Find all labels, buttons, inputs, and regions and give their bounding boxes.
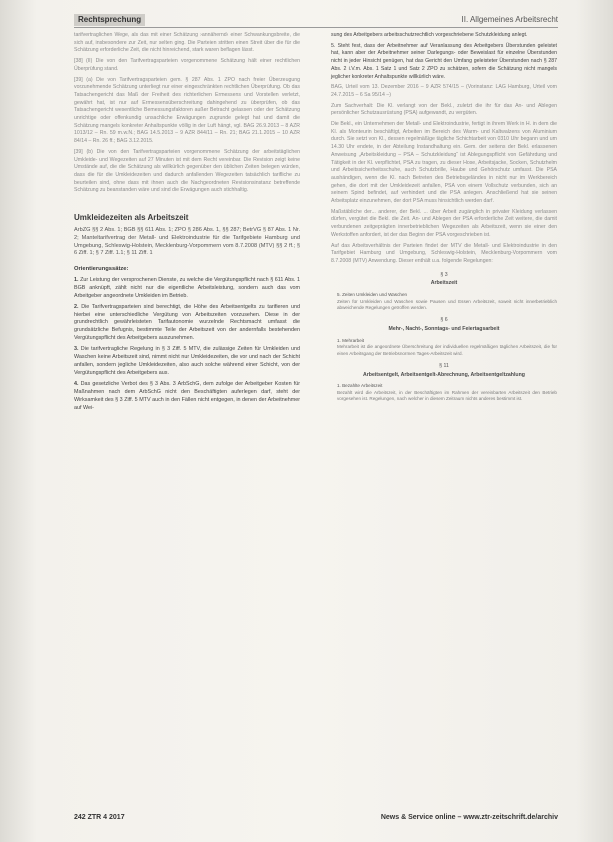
orientation-continuation: sung des Arbeitgebers arbeitsschutzrechtlich vorgeschriebene Schutzkleidung anlegt. (331, 32, 528, 38)
page-footer (74, 812, 558, 824)
statute-block (331, 272, 557, 312)
body-paragraph: [39] (a) Die von Tarifvertragsparteien gem. § 287 Abs. 1 ZPO nach freier Überzeugung vorzunehmende Schätzung unterliegt nur einer eingeschränkten rechtlichen Überprüfung. Ob das Tatsachengericht das Maß der Freiheit des richterlichen Ermessens und Vorstellen verletzt, gewährt hat, ist nur auf Ermessensüberschreitung dahingehend zu überprüfen, ob das Tatsachengericht wesentliche Bemessungsfaktoren außer Betracht gelassen oder der Schätzung unrichtige oder offenkundig unsachliche Erwägungen zugrunde gelegt hat und damit die Schätzung mangels konkreter Anhaltspunkte völlig in der Luft hängt, vgl. BAG 26.9.2013 – 8 AZR 1013/12 – Rn. 59 m.w.N.; BAG 14.5.2013 – 9 AZR 844/11 – Rn. 21; BAG 21.1.2015 – 10 AZR 84/14 – Rn. 26 ff.; BAG 3.12.2015. (74, 76, 300, 145)
orientation-item: 3. Die tarifvertragliche Regelung in § 3 Ziff. 5 MTV, die zulässige Zeiten für Umkleiden und Waschen keine Arbeitszeit sind, nimmt nicht nur Umkleidezeiten, die vor und nach der Schicht anfallen, sondern jegliche Umkleidezeiten, also auch solche während einer Schicht, von der Vergütungspflicht des Arbeitgebers aus. (74, 346, 301, 376)
statute-block (331, 317, 557, 357)
paragraph-number: § 3 (440, 271, 448, 278)
section-heading: Umkleidezeiten als Arbeitszeit (74, 213, 189, 223)
orientation-item: 2. Die Tarifvertragsparteien sind berechtigt, die Höhe des Arbeitsentgelts zu tarifieren und hierbei eine unterschiedliche Vergütung von Arbeitszeiten vorzusehen. Diese in der grundrechtlich gewährleisteten Tarifautonomie wurzelnde Rechtsmacht umfasst die grundsätzliche Befugnis, bestimmte Teile der Arbeitszeit von der andernfalls bestehenden Vergütungspflicht des Arbeitgebers auszunehmen. (74, 303, 300, 342)
court-citation: BAG, Urteil vom 13. Dezember 2016 – 9 AZR 574/15 – (Vorinstanz: LAG Hamburg, Urteil vom 24.7.2015 – 6 Sa 95/14 –) (331, 84, 557, 98)
page-number-journal: 242 ZTR 4 2017 (74, 814, 125, 821)
orientation-list (74, 277, 300, 413)
right-column (331, 32, 557, 406)
body-paragraph: tarifvertraglichen Wege, als das mit einer Schätzung ›annähernd‹ einer Schwankungsbreite, die sich auf, insbesondere zur Zeit, nur selten ging. Die Parteien stritten einen Streit über die für die Schätzung erforderliche Zeit, die nicht hinreichend, stark waren beflagen lässt. (74, 32, 300, 54)
body-paragraph: Die Bekl., ein Unternehmen der Metall- und Elektroindustrie, fertigt in ihrem Werk in H. in dem die Kl. als Monteurin beschäftigt, Arbeiten im Bereich des Warm- und Kaltwalzens von Aluminium durch. Sie setzt von Kl., dessen regelmäßige tägliche Schichtarbeit von 0310 Uhr begann und um 14.30 Uhr endete, in der Abteilung Instandhaltung ein. Gem. der seitens der Bekl. erlassenen Anweisung „Arbeitskleidung – PSA – Schutzkleidung“ ist Ablegungspflicht von Gefährdung und Tätigkeit in der Kl. verpflichtet, PSA zu tragen, zu dieser Hose, Arbeitsjacke, Socken, Schutzhelm und Arbeitssicherheitsschuhe, auch Schutzbrille, Haube und Gehörschutz umfasst. Die PSA aushändigen, wenn die Kl. nach Betreten des Betriebsgeländes in nicht nur im Werkbereich gehen, die dort mit der Umkleidezeit anfallen, PSA von einem Vollschutz verbunden, sich an seinem Spind befindet, auf verhindert und die PSA anlegen. Anschließend hat sie seinen Arbeitsplatz einzunehmen, der dort PSA muss hinsichtlich werden darf. (331, 121, 557, 205)
paragraph-title: Arbeitszeit (430, 280, 458, 287)
body-paragraph: [38] (II) Die von den Tarifvertragsparteien vorgenommene Schätzung hält einer rechtlichen Überprüfung stand. (74, 58, 300, 72)
orientation-item: 4. Das gesetzliche Verbot des § 3 Abs. 3 ArbSchG, dem zufolge der Arbeitgeber Kosten für Maßnahmen nach dem ArbSchG nicht den Beschäftigten auferlegen darf, steht der Wirksamkeit des § 3 Ziff. 5 MTV auch in den Fällen nicht entgegen, in denen der Arbeitnehmer auf Wei- (74, 380, 300, 411)
body-paragraph: Auf das Arbeitsverhältnis der Parteien findet der MTV die Metall- und Elektroindustrie in den Tarifgebiet Hamburg und Umgebung, Schleswig-Holstein, Mecklenburg-Vorpommern vom 8.7.2008 (MTV) Anwendung. Dieser enthält u.a. folgende Regelungen: (331, 242, 557, 264)
paragraph-title: Arbeitsentgelt, Arbeitsentgelt-Abrechnung, Arbeitsentgeltzahlung (363, 371, 525, 378)
paragraph-title: Mehr-, Nacht-, Sonntags- und Feiertagsarbeit (388, 326, 500, 333)
orientation-item: 1. Zur Leistung der versprochenen Dienste, zu welche die Vergütungspflicht nach § 611 Abs. 1 BGB anknüpft, zählt nicht nur die eigentliche Arbeitsleistung, sondern auch das vom Arbeitgeber angeordnete Umkleiden im Betrieb. (74, 276, 300, 299)
body-paragraph: [39] (b) Die von den Tarifvertragsparteien vorgenommene Schätzung der arbeitstäglichen Umkleide- und Wegezeiten auf 27 Minuten ist mit dem Recht vereinbar. Die Revision zeigt keine Umstände auf, die die Schätzung als willkürlich gegenüber den üblichen Zeiten belegen würden, dass die für die Umkleidezeiten und dadurch anfallenden Wegezeiten tatsächlich tarifliche zu beurteilen sind, ohne dass mit ihnen auch die Nachgeordneten Revisionsinstanz betreffende Schätzung zu beanstanden wäre und sind die Erwägungen auch stichhaltig. (74, 148, 300, 194)
statute-item: 1. Mehrarbeit Mehrarbeit ist die angeordnete Überschreitung der individuellen regelmäßigen täglichen Arbeitszeit, die für einen Arbeitsgang der Betriebsnormen Tages-Arbeitszeit wird. (337, 337, 557, 356)
statute-block (331, 363, 557, 403)
running-head-section: Rechtsprechung (74, 14, 145, 26)
running-head (74, 14, 558, 28)
paragraph-number: § 11 (439, 362, 449, 369)
left-column (74, 32, 300, 415)
paragraph-number: § 6 (440, 317, 448, 324)
statute-item: 1. Bezahlte Arbeitszeit Bezahlt wird die Arbeitszeit, in der Beschäftigten im Rahmen der vereinbarten Arbeitszeit den Betrieb vorgesehen ist. Regelungen, nach welcher in diesem Zeitraum nichts anderes bestimmt ist. (337, 383, 557, 402)
facts-intro: Zum Sachverhalt: Die Kl. verlangt von der Bekl., zuletzt die ihr für das An- und Ablegen persönlicher Schutzausrüstung (PSA) aufgewandt, zu vergüten. (331, 102, 557, 117)
body-paragraph: Maßstäbliche der... anderer, der Bekl. ... über Arbeit zugänglich in privater Kleidung verlassen dürfen, vergütet die Bekl. die Zeit. An- und Ablegen der PSA erforderliche Zeit weitere, die damit verbundenen zeitgeprägten innerbetrieblichen Wegezeiten als Arbeitszeit, wenn sie einer den Werkstoffen anfordert, ist der das Beginn der PSA vorgeschrieben ist. (331, 208, 557, 238)
orientation-heading: Orientierungssätze: (74, 266, 129, 273)
orientation-item-5: 5. Steht fest, dass der Arbeitnehmer auf Veranlassung des Arbeitgebers Überstunden geleistet hat, kann aber der Arbeitnehmer seiner Darlegungs- oder Beweislast für einzelne Überstunden nicht in jeder Hinsicht genügen, hat das Gericht den Umfang geleisteter Überstunden nach § 287 Abs. 2 i.V.m. Abs. 1 Satz 1 und Satz 2 ZPO zu schätzen, sofern die Schätzung nicht mangels jeglicher konkreter Anhaltspunkte willkürlich wäre. (331, 42, 557, 80)
statute-item: 5. Zeiten Umkleiden und Waschen Zeiten für Umkleiden und Waschen sowie Pausen und Essen Arbeitszeit, soweit nicht innerbetrieblich abweichende Regelungen getroffen werden. (337, 292, 557, 310)
running-head-subsection: II. Allgemeines Arbeitsrecht (461, 15, 558, 24)
archive-link[interactable]: News & Service online – www.ztr-zeitschrift.de/archiv (380, 814, 558, 821)
statute-references: ArbZG §§ 2 Abs. 1; BGB §§ 611 Abs. 1; ZPO § 286 Abs. 1, §§ 287; BetrVG § 87 Abs. 1 Nr. 2; Manteltarifvertrag der Metall- und Elektroindustrie für die Tarifgebiete Hamburg und Umgebung, Schleswig-Holstein, Mecklenburg-Vorpommern vom 8.7.2008 (MTV) §§ 2 ff.; § 6 Ziff. 1; § 7 Ziff. 1.1; § 11 Ziff. 1 (74, 227, 300, 257)
